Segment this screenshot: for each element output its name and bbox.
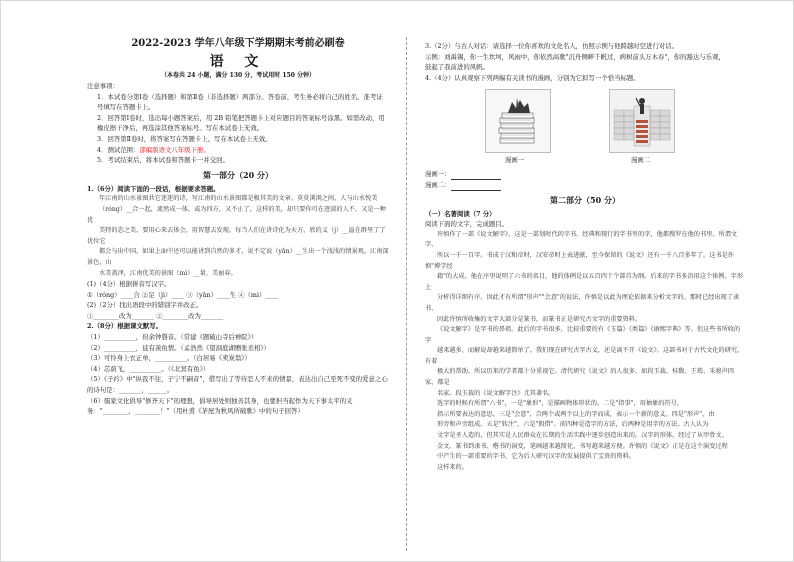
reading-passage-line: 因此许慎所收集的文字大部分是篆书，而篆书正是研究古文字的重要资料。: [437, 315, 642, 323]
q3-intro: 3.（2分）与古人对话：请选择一位你喜欢的文化名人，仿照示例与他跨越时空进行对话。: [425, 42, 679, 50]
reading-passage-line: 名家。段玉裁的《说文解字注》尤其著名。: [437, 389, 555, 397]
reading-passage-line: 所以一千一百字。书成于汉和帝时，汉安帝时上表进献，至今保留的《说文》还有一千八百多年了。这书是许慎"博学经: [425, 251, 734, 270]
comics-area: [425, 85, 745, 169]
q1-passage-line: （róng）__合一起，流然成一体，或为四方，又不止了，这样的美，却只要你可在迹淡的人不，又是一种优: [87, 205, 386, 224]
reading-passage-line: 《说文解字》是字书的鼻祖。此后的字书很多，比较重要的有《玉篇》《类篇》《康熙字典》等。但这些书所收的字: [425, 326, 741, 344]
comic-two-image: [609, 89, 675, 153]
instructions-heading: 注意事项：: [87, 82, 119, 90]
q2-line: （4）芯荫飞，__________。（《北冥有鱼》）: [87, 364, 210, 373]
q1-passage-line: 都会与出中国，如果上面中还可以能讲到自然的多才，说不定说（yǎn）__生出一个浅浅的情景观。江南深景色，山: [87, 248, 389, 266]
reading-intro: 阅读下面的文字，完成题目。: [425, 220, 509, 229]
left-column: [87, 37, 389, 545]
q2-line: （2）__________，徒有羡鱼情。（孟浩然《望洞庭湖赠张丞相》）: [87, 343, 270, 352]
comic-two-blank[interactable]: [451, 190, 501, 191]
reading-passage-line: 这样来的。: [437, 463, 468, 471]
part2-section: （一）名著阅读（7 分）: [425, 209, 496, 218]
reading-passage-line: 分析得详细有序，因此才有所谓"形声""会意"的说法，许慎是以此为理论依据来分析文字的。那时已经出现了隶书，: [425, 294, 740, 312]
q4-intro: 4.（4分）认真观察下列两幅有关读书的漫画，分别为它拟写一个恰当标题。: [425, 73, 640, 82]
reading-passage-line: 中产生的一部重要的字书，它为后人研究汉字的发展提供了宝贵的资料。: [437, 453, 635, 461]
q2-intro: 2.（8分）根据课文默写。: [87, 322, 163, 331]
comic-one-caption: 漫画一: [505, 156, 525, 165]
q2-line: （3）可怜身上衣正单，__________。（白居易《卖炭翁》）: [87, 354, 251, 363]
column-divider: [406, 37, 407, 551]
instruction-item: 2．回答第Ⅰ卷时，选出每小题答案后，用 2B 铅笔把答题卡上对应题目的答案标号涂黑。如需改动，用橡皮擦干净后，再选涂其他答案标号。写在本试卷上无效。: [97, 113, 385, 133]
q2-line: （5）《子衿》中"纵我不往，子宁不嗣音"，借写出了等待恋人不来的情景，表达出自己至死不变的爱意之心的诗句是：_______，______。: [87, 375, 388, 395]
comic-one-image: [485, 89, 551, 153]
q1-intro: 1.（6分）阅读下面的一段话，根据要求答题。: [87, 184, 220, 193]
scope-value: 部编版语文八年级下册。: [139, 145, 210, 154]
comic-one-answer: [425, 169, 745, 180]
instruction-scope: [87, 145, 389, 156]
q2-line: （6）儒家文化倡导"修齐天下"的理想，倡导居处则独善其身，也要担当起作为天下事太平的义务："________，________！"（用杜甫《茅屋为秋风所破歌》中的句子回答）: [87, 396, 353, 416]
exam-note: （本卷共 24 小题，满分 130 分，考试用时 150 分钟）: [161, 72, 315, 79]
q1-passage-line: 美特的态之美，要用心来去体会，用智慧去发现。每当人们在讲诗化为天方，欣的义（j）__溢在群里了了优位它: [87, 227, 386, 245]
reading-passage-line: 指示所要表达的意思。三是"会意"，合两个或两个以上的字而成，表示一个新的意义。四是"形声"，由: [437, 410, 715, 418]
q2-line: （1）__________，但余钟磬音。（常建《题破山寺后禅院》）: [87, 333, 258, 342]
reading-passage-line: 越来越多，而解说却越来越简单了。我们现在研究古字古义，还是离不开《说文》。这部书对于古代文化的研究，有着: [425, 347, 744, 365]
q1-sub1: (1)（4分）根据拼音写汉字。: [87, 280, 171, 289]
q1-sub1-blanks: ①（róng）____合 ②足（jì）____ ③（yǎn）____生 ④（mì）____: [87, 290, 279, 299]
comic-two-caption: 漫画二: [631, 156, 651, 165]
reading-passage-line: 文字是圣人造的，但其实是人民群众在长期的生活实践中逐步创造出来的。汉字的形体，经过了从甲骨文、: [437, 432, 728, 440]
comic-two-answer: [425, 180, 745, 191]
q1-sub2-blanks: ①________改为_______ ②________改为_______: [87, 311, 224, 320]
part1-heading: 第一部分（20 分）: [203, 169, 273, 180]
reading-passage-line: 籍"的大成。他在序里说明了六书的名目，他的体例是以五百四十个部首为纲。后来的字书多沿用这个体例。字形上: [425, 273, 744, 291]
reading-passage-line: 形旁和声旁组成。五是"转注"，六是"假借"。前四种是造字的方法，后两种是用字的方法。古人认为: [437, 421, 709, 429]
reading-passage-line: 金文、篆书到隶书、楷书的演变，笔画越来越简化，书写越来越方便。许慎的《说文》正是在这个演变过程: [437, 442, 728, 450]
reading-passage-line: 许慎作了一部《说文解字》。这是一部划时代的字书。经典和现行的字书里的字，他都搜罗在他的书里。所谓文字，: [425, 230, 738, 249]
instruction-item: 5．考试结束后，将本试卷和答题卡一并交回。: [97, 156, 229, 165]
reading-passage-line: 选字的时候有所谓"六书"，一是"象形"，是描画物体形状的。二是"指事"，用抽象的符号，: [437, 400, 684, 408]
instruction-item: 1．本试卷分第Ⅰ卷（选择题）和第Ⅱ卷（非选择题）两部分。答卷前，考生务必将自己的姓名、准考证号填写在答题卡上。: [97, 92, 383, 112]
comic-two-answer-label: 漫画二：: [425, 180, 451, 189]
scope-label: 4．测试范围：: [97, 145, 140, 154]
q1-sub2: (2)（2分）找出语段中的错别字并改正。: [87, 301, 203, 310]
instruction-item: 3．回答第Ⅱ卷时，将答案写在答题卡上。写在本试卷上无效。: [97, 134, 272, 143]
comic-one-answer-label: 漫画一：: [425, 170, 451, 179]
q1-passage-line: 水美盖泽，江南优美的景图（mì）__量，美丽春。: [99, 269, 237, 277]
part2-heading: 第二部分（50 分）: [550, 194, 620, 205]
right-column: [425, 41, 745, 545]
reading-passage-line: 极大的帮助。所以历来的学者都十分重视它。清代研究《说文》的人很多，如段玉裁、桂馥、王筠、朱骏声四家，都是: [425, 368, 734, 387]
exam-subject: 语 文: [209, 54, 267, 70]
q1-passage-line: 年江南的山水景图共它迷迷的诗，写江南的山水景图都是极其美的文章。莫莫浏浏之间，人与山水悦美: [99, 195, 378, 203]
q3-example-line: 示例：刘禹锡，你一生坎坷，风雨中，你依然高歌"沉舟侧畔千帆过，病树前头万木春"，你的豁达与乐观，: [425, 52, 725, 61]
exam-title: 2022-2023 学年八年级下学期期末考前必刷卷: [131, 38, 345, 49]
q3-example-line: 鼓起了我前进的风帆。: [425, 63, 489, 72]
